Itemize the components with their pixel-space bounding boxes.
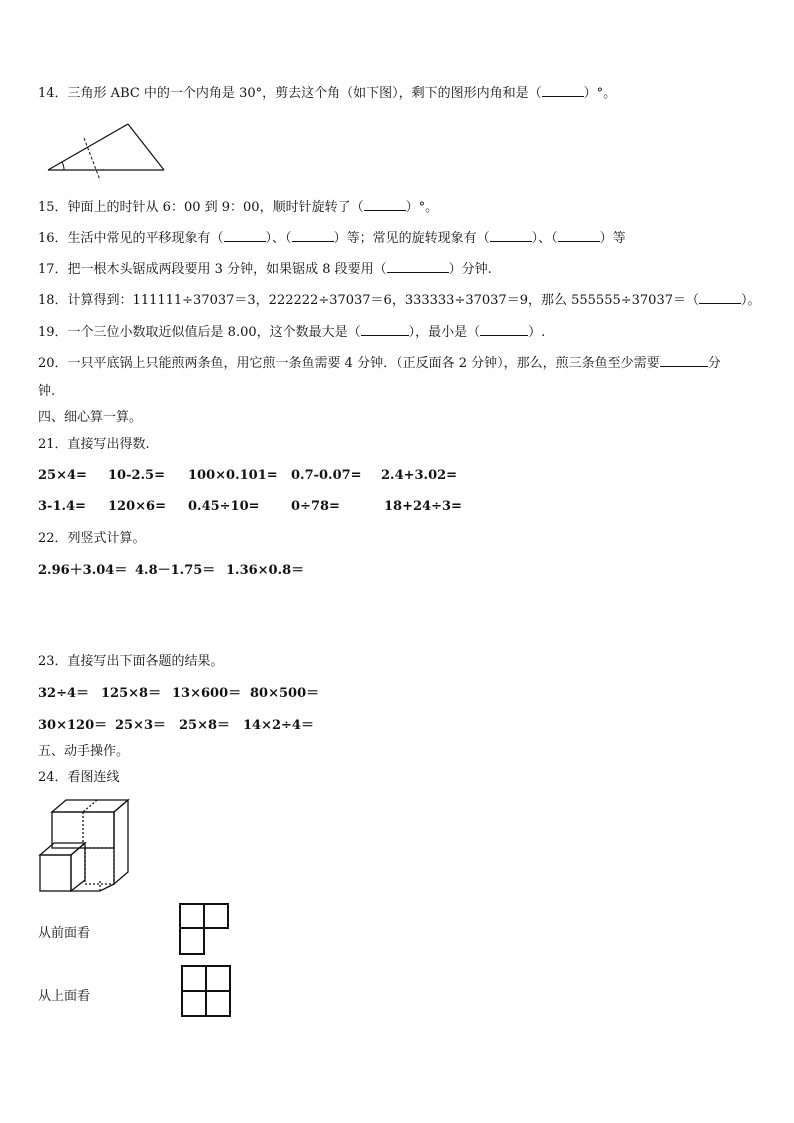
calc-item: 0.7-0.07= — [291, 468, 362, 483]
answer-blank[interactable] — [542, 84, 584, 97]
calc-item: 2.96＋3.04＝ — [38, 563, 128, 578]
calc-item: 25×8＝ — [179, 718, 231, 733]
answer-blank[interactable] — [558, 229, 600, 242]
calc-item: 100×0.101= — [188, 468, 278, 483]
calc-item: 3-1.4= — [38, 499, 86, 514]
calc-item: 10-2.5= — [108, 468, 165, 483]
front-view-shape[interactable] — [178, 902, 230, 956]
question-16: 16．生活中常见的平移现象有（ ）、（ ）等；常见的旋转现象有（ ）、（ ）等 — [38, 231, 626, 246]
section-4-title: 四、细心算一算。 — [38, 410, 143, 425]
triangle-side-ba — [48, 124, 128, 170]
answer-blank[interactable] — [292, 229, 334, 242]
calc-item: 32÷4＝ — [38, 686, 90, 701]
answer-blank[interactable] — [660, 354, 708, 367]
answer-blank[interactable] — [364, 198, 406, 211]
calc-item: 18+24÷3= — [384, 499, 462, 514]
calc-item: 25×3＝ — [115, 718, 167, 733]
calc-item: 0.45÷10= — [188, 499, 260, 514]
question-18: 18．计算得到：111111÷37037＝3，222222÷37037＝6，333333÷37037＝9，那么 555555÷37037＝（ ）。 — [38, 293, 761, 308]
cube-right-face — [114, 800, 128, 884]
question-20: 20．一只平底锅上只能煎两条鱼，用它煎一条鱼需要 4 分钟．（正反面各 2 分钟），那么，煎三条鱼至少需要 分 — [38, 356, 721, 371]
calc-item: 125×8＝ — [101, 686, 162, 701]
calc-item: 30×120＝ — [38, 718, 108, 733]
calc-item: 2.4+3.02= — [381, 468, 458, 483]
front-view-label: 从前面看 — [38, 926, 91, 941]
triangle-figure — [34, 112, 184, 182]
top-view-shape[interactable] — [180, 964, 232, 1018]
question-21-title: 21．直接写出得数. — [38, 437, 150, 452]
question-17: 17．把一根木头锯成两段要用 3 分钟，如果锯成 8 段要用（ ）分钟. — [38, 262, 492, 277]
cube-front-lower-right — [85, 848, 114, 884]
question-19: 19．一个三位小数取近似值后是 8.00，这个数最大是（ ），最小是（ ）. — [38, 325, 546, 340]
question-14: 14．三角形 ABC 中的一个内角是 30°，剪去这个角（如下图），剩下的图形内角和是（ ）°。 — [38, 86, 617, 101]
question-15: 15．钟面上的时针从 6：00 到 9：00，顺时针旋转了（ ）°。 — [38, 200, 439, 215]
calc-item: 13×600＝ — [172, 686, 242, 701]
question-20-continued: 钟. — [38, 384, 56, 399]
triangle-side-ac — [128, 124, 164, 170]
calc-item: 4.8－1.75＝ — [135, 563, 216, 578]
cube-stack-figure — [38, 798, 134, 894]
calc-item: 120×6= — [108, 499, 166, 514]
calc-item: 0÷78= — [291, 499, 340, 514]
answer-blank[interactable] — [224, 229, 266, 242]
calc-item: 25×4= — [38, 468, 87, 483]
question-23-title: 23．直接写出下面各题的结果。 — [38, 654, 224, 669]
section-5-title: 五、动手操作。 — [38, 744, 130, 759]
answer-blank[interactable] — [387, 260, 449, 273]
question-22-title: 22．列竖式计算。 — [38, 531, 146, 546]
answer-blank[interactable] — [699, 291, 741, 304]
answer-blank[interactable] — [361, 323, 409, 336]
cube-front-lower-left — [40, 855, 71, 891]
top-view-label: 从上面看 — [38, 989, 91, 1004]
answer-blank[interactable] — [490, 229, 532, 242]
cube-lower-side — [71, 843, 85, 891]
question-24-title: 24．看图连线 — [38, 770, 120, 785]
calc-item: 1.36×0.8＝ — [226, 563, 305, 578]
calc-item: 14×2÷4＝ — [243, 718, 314, 733]
angle-arc — [62, 162, 64, 170]
calc-item: 80×500＝ — [250, 686, 320, 701]
answer-blank[interactable] — [480, 323, 528, 336]
